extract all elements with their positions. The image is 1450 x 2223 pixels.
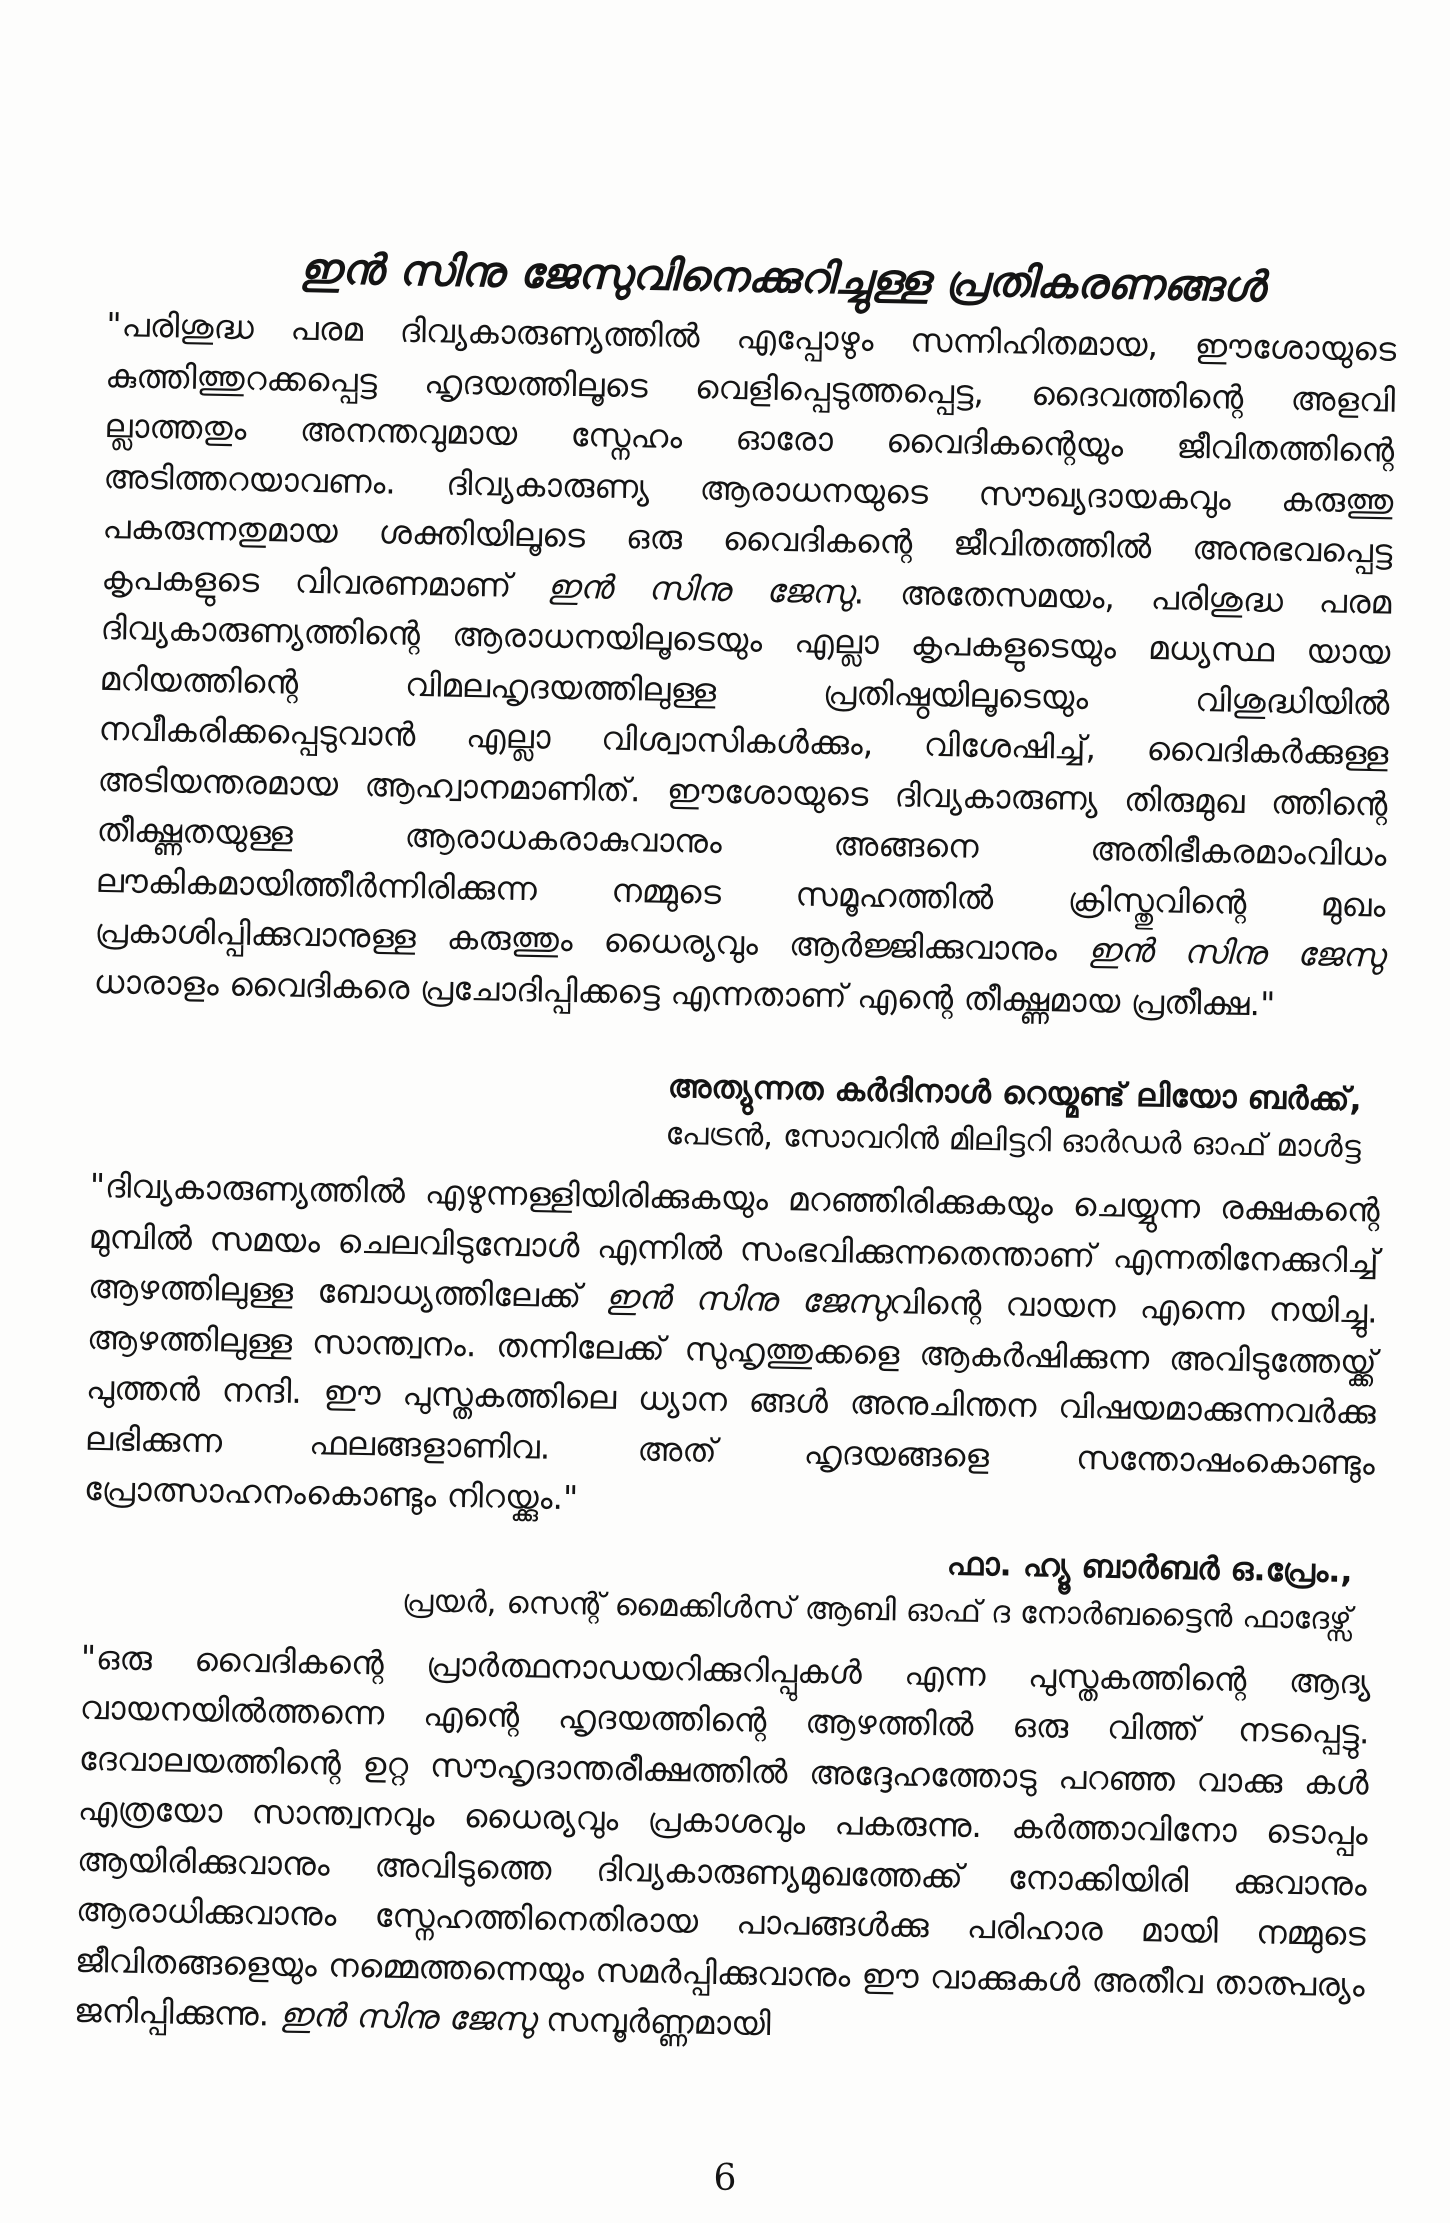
page-number: 6 — [713, 2158, 737, 2199]
quote3-text-b: സമ്പൂർണ്ണമായി — [535, 1999, 771, 2044]
quote-paragraph-1 — [93, 300, 1396, 1032]
page-title: ഇൻ സിനു ജേസുവിനെക്കുറിച്ചുള്ള പ്രതികരണങ്ങൾ — [299, 243, 1266, 312]
quote3-text-a: "ഒരു വൈദികന്റെ പ്രാർത്ഥനാഡയറിക്കുറിപ്പുകൾ എന്ന പുസ്തകത്തിന്റെ ആദ്യ വായനയിൽത്തന്നെ എന്റെ ഹൃദയത്തിന്റെ ആഴത്തിൽ ഒരു വിത്ത് നടപ്പെട്ടു. ദേവാലയത്തിന്റെ ഉറ്റ സൗഹൃദാന്തരീക്ഷത്തിൽ അദ്ദേഹത്തോടു പറഞ്ഞ വാക്കു കൾ എത്രയോ സാന്ത്വനവും ധൈര്യവും പ്രകാശവും പകരുന്നു. കർത്താവിനോ ടൊപ്പം ആയിരിക്കുവാനും അവിടുത്തെ ദിവ്യകാരുണ്യമുഖത്തേക്ക് നോക്കിയിരി ക്കുവാനും ആരാധിക്കുവാനും സ്നേഹത്തിനെതിരായ പാപങ്ങൾക്കു പരിഹാര മായി നമ്മുടെ ജീവിതങ്ങളെയും നമ്മെത്തന്നെയും സമർപ്പിക്കുവാനും ഈ വാക്കുകൾ അതീവ താത്പര്യം ജനിപ്പിക്കുന്നു. — [73, 1637, 1371, 2034]
quote1-author: അത്യുന്നത കർദിനാൾ റെയ്മണ്ട് ലിയോ ബർക്ക്, — [667, 1066, 1363, 1119]
quote3-book-title: ഇൻ സിനു ജേസു — [279, 1994, 536, 2039]
quote2-author-role: പ്രയർ, സെന്റ് മൈക്കിൾസ് ആബി ഓഫ് ദ നോർബട്ടൈൻ ഫാദേഴ്സ് — [401, 1582, 1353, 1637]
quote1-book-title-b: ഇൻ സിനു ജേസു — [1087, 929, 1385, 975]
quote1-text-c: ധാരാളം വൈദികരെ പ്രചോദിപ്പിക്കട്ടെ എന്നതാണ് എന്റെ തീക്ഷ്ണമായ പ്രതീക്ഷ." — [93, 961, 1276, 1024]
quote2-text-a: "ദിവ്യകാരുണ്യത്തിൽ എഴുന്നള്ളിയിരിക്കുകയും മറഞ്ഞിരിക്കുകയും ചെയ്യുന്ന രക്ഷകന്റെ മുമ്പിൽ സമയം ചെലവിടുമ്പോൾ എന്നിൽ സംഭവിക്കുന്നതെന്താണ് എന്നതിനേക്കുറിച്ച് ആഴത്തിലുള്ള ബോധ്യത്തിലേക്ക് — [87, 1165, 1380, 1316]
quote-paragraph-3 — [74, 1632, 1372, 2061]
quote1-book-title-a: ഇൻ സിനു ജേസു — [546, 566, 855, 611]
quote1-author-role: പേട്രൻ, സോവറിൻ മിലിട്ടറി ഓർഡർ ഓഫ് മാൾട്ട — [665, 1115, 1362, 1166]
quote2-text-b: വിന്റെ വായന എന്നെ നയിച്ചു. ആഴത്തിലുള്ള സാന്ത്വനം. തന്നിലേക്ക് സുഹൃത്തുക്കളെ ആകർഷിക്കുന്ന അവിടുത്തേയ്ക്ക് പുത്തൻ നന്ദി. ഈ പുസ്തകത്തിലെ ധ്യാന ങ്ങൾ അനുചിന്തന വിഷയമാക്കുന്നവർക്കു ലഭിക്കുന്ന ഫലങ്ങളാണിവ. അത് ഹൃദയങ്ങളെ സന്തോഷംകൊണ്ടും പ്രോത്സാഹനംകൊണ്ടും നിറയ്ക്കും." — [83, 1282, 1379, 1518]
page-content — [74, 240, 1398, 2061]
quote1-text-a: "പരിശുദ്ധ പരമ ദിവ്യകാരുണ്യത്തിൽ എപ്പോഴും സന്നിഹിതമായ, ഈശോയുടെ കുത്തിത്തുറക്കപ്പെട്ട ഹൃദയത്തിലൂടെ വെളിപ്പെടുത്തപ്പെട്ട, ദൈവത്തിന്റെ അളവി ല്ലാത്തതും അനന്തവുമായ സ്നേഹം ഓരോ വൈദികന്റെയും ജീവിതത്തിന്റെ അടിത്തറയാവണം. ദിവ്യകാരുണ്യ ആരാധനയുടെ സൗഖ്യദായകവും കരുത്തു പകരുന്നതുമായ ശക്തിയിലൂടെ ഒരു വൈദികന്റെ ജീവിതത്തിൽ അനുഭവപ്പെട്ട കൃപകളുടെ വിവരണമാണ് — [101, 304, 1397, 605]
quote1-text-b: . അതേസമയം, പരിശുദ്ധ പരമ ദിവ്യകാരുണ്യത്തിന്റെ ആരാധനയിലൂടെയും എല്ലാ കൃപകളുടെയും മധ്യസ്ഥ യായ മറിയത്തിന്റെ വിമലഹൃദയത്തിലുള്ള പ്രതിഷ്ഠയിലൂടെയും വിശുദ്ധിയിൽ നവീകരിക്കപ്പെടുവാൻ എല്ലാ വിശ്വാസികൾക്കും, വിശേഷിച്ച്, വൈദികർക്കുള്ള അടിയന്തരമായ ആഹ്വാനമാണിത്. ഈശോയുടെ ദിവ്യകാരുണ്യ തിരുമുഖ ത്തിന്റെ തീക്ഷ്ണതയുള്ള ആരാധകരാകുവാനും അങ്ങനെ അതിഭീകരമാംവിധം ലൗകികമായിത്തീർന്നിരിക്കുന്ന നമ്മുടെ സമൂഹത്തിൽ ക്രിസ്തുവിന്റെ മുഖം പ്രകാശിപ്പിക്കുവാനുള്ള കരുത്തും ധൈര്യവും ആർജ്ജിക്കുവാനും — [94, 571, 1392, 969]
quote-paragraph-2 — [84, 1161, 1381, 1539]
quote2-book-title: ഇൻ സിനു ജേസു — [605, 1276, 890, 1322]
quote2-author: ഫാ. ഹ്യൂ ബാർബർ ഒ.പ്രേം., — [946, 1543, 1354, 1590]
